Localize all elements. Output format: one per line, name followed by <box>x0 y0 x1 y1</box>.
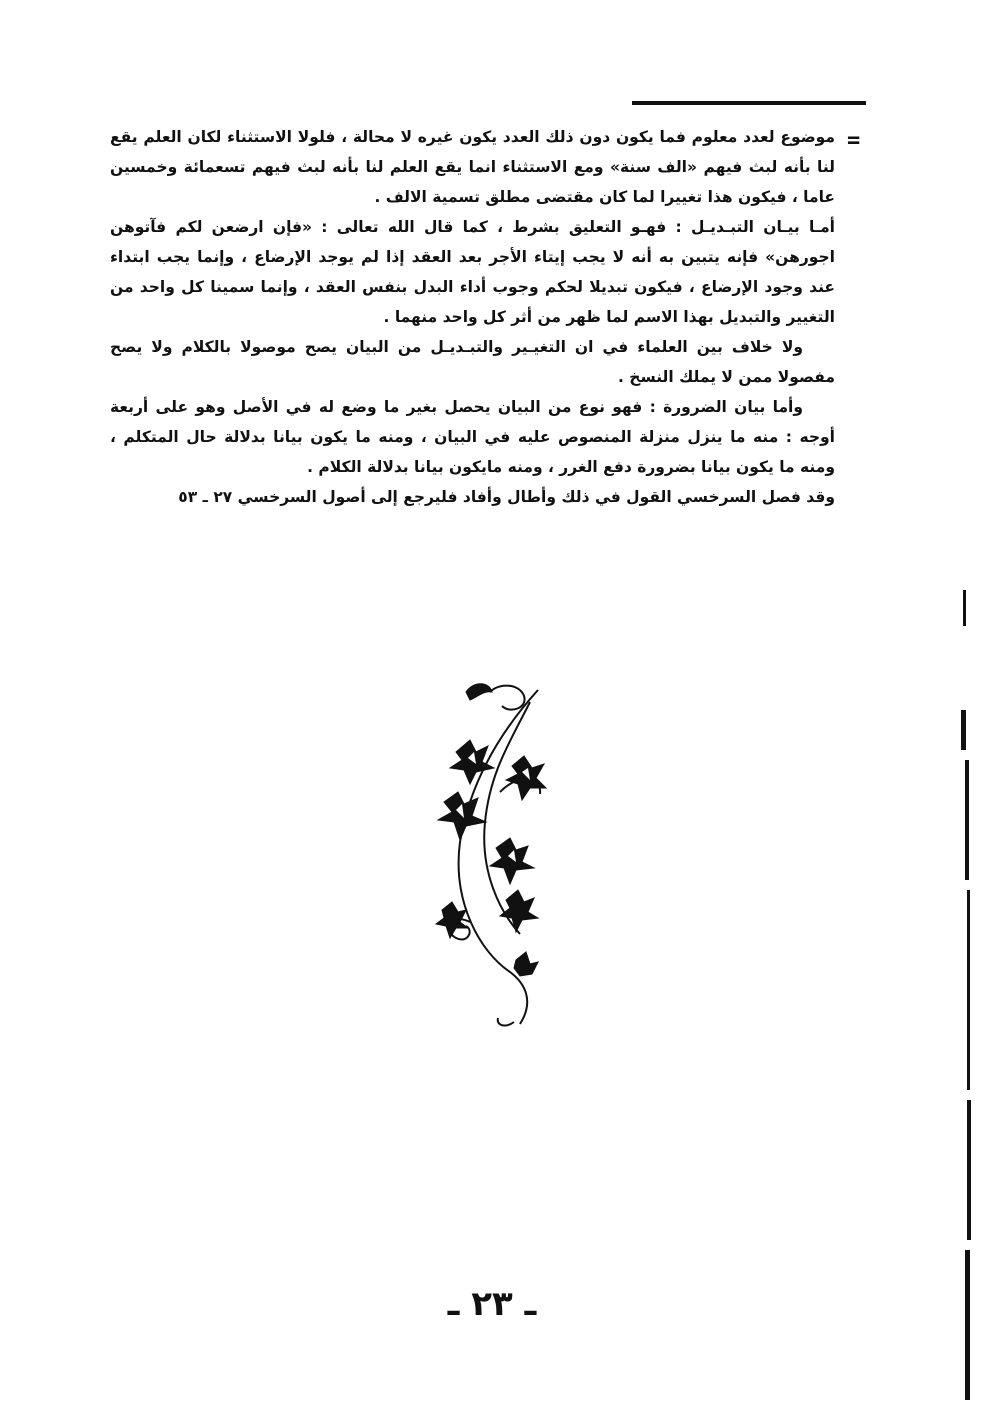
ivy-vine-ornament-icon <box>430 672 570 1042</box>
footnote-paragraph: موضوع لعدد معلوم فما يكون دون ذلك العدد يكون غيره لا محالة ، فلولا الاستثناء لكان العلم يقع لنا بأنه لبث فيهم «الف سنة» ومع الاستثناء انما يقع العلم لنا بأنه لبث فيهم تسعمائة وخمسين عاما ، فيكون هذا تغييرا لما كان مقتضى مطلق تسمية الالف . <box>110 128 835 206</box>
footnote-paragraph: وقد فصل السرخسي القول في ذلك وأطال وأفاد فليرجع إلى أصول السرخسي ٢٧ ـ ٥٣ <box>178 488 835 506</box>
page-edge-scan-shadow <box>955 560 984 1402</box>
page-number: ـ ٢٣ ـ <box>447 1284 537 1324</box>
footnote-continuation-marker: = <box>847 128 861 153</box>
footnote-paragraph: وأما بيان الضرورة : فهو نوع من البيان يحصل بغير ما وضع له في الأصل وهو على أربعة أوجه : منه ما ينزل منزلة المنصوص عليه في البيان ، ومنه ما يكون بيانا بدلالة حال المتكلم ، ومنه ما يكون بيانا بضرورة دفع الغرر ، ومنه مايكون بيانا بدلالة الكلام . <box>110 398 835 476</box>
footnote-block <box>110 122 835 512</box>
footnote-paragraph: أمـا بيـان التبـديـل : فهـو التعليق بشرط ، كما قال الله تعالى : «فإن ارضعن لكم فآتوهن اجورهن» فإنه يتبين به أنه لا يجب إيتاء الأجر بعد العقد إذا لم يوجد الإرضاع ، وإنما يجب ابتداء عند وجود الإرضاع ، فيكون تبديلا لحكم وجوب أداء البدل بنفس العقد ، وإنما سمينا كل واحد من التغيير والتبديل بهذا الاسم لما ظهر من أثر كل واحد منهما . <box>110 218 835 326</box>
footnote-paragraph: ولا خلاف بين العلماء في ان التغيـير والتبـديـل من البيان يصح موصولا بالكلام ولا يصح مفصولا ممن لا يملك النسخ . <box>110 338 835 386</box>
footnote-separator-rule <box>632 101 866 105</box>
